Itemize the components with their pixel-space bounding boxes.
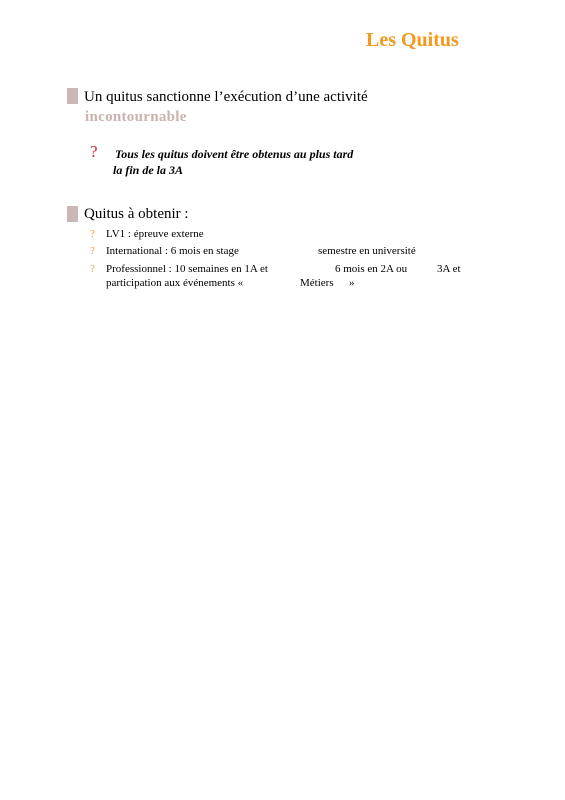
list-item-fragment: » [349, 277, 355, 289]
section-heading-quitus-definition: Un quitus sanctionne l’exécution d’une activité [84, 89, 368, 105]
list-item-fragment: semestre en université [318, 245, 416, 257]
list-item-text: International : 6 mois en stage [106, 245, 239, 257]
note-line-2: la fin de la 3A [113, 163, 184, 177]
note-line-1: Tous les quitus doivent être obtenus au plus tard [115, 147, 354, 161]
list-item-fragment: Métiers [300, 277, 334, 289]
question-mark-icon: ? [90, 263, 95, 275]
bullet-square [67, 88, 78, 104]
question-mark-icon: ? [90, 245, 95, 257]
question-mark-icon: ? [90, 142, 98, 161]
bullet-square [67, 206, 78, 222]
section-heading-quitus-list: Quitus à obtenir : [84, 206, 189, 222]
highlight-word: incontournable [85, 109, 187, 125]
note-text [113, 146, 353, 178]
page-title: Les Quitus [366, 29, 459, 51]
list-item-fragment: participation aux événements « [106, 277, 244, 289]
list-item-text: LV1 : épreuve externe [106, 228, 204, 240]
list-item-fragment: 3A et [437, 263, 461, 275]
list-item-fragment: 6 mois en 2A ou [335, 263, 408, 275]
question-mark-icon: ? [90, 228, 95, 240]
list-item-text: Professionnel : 10 semaines en 1A et [106, 263, 268, 275]
